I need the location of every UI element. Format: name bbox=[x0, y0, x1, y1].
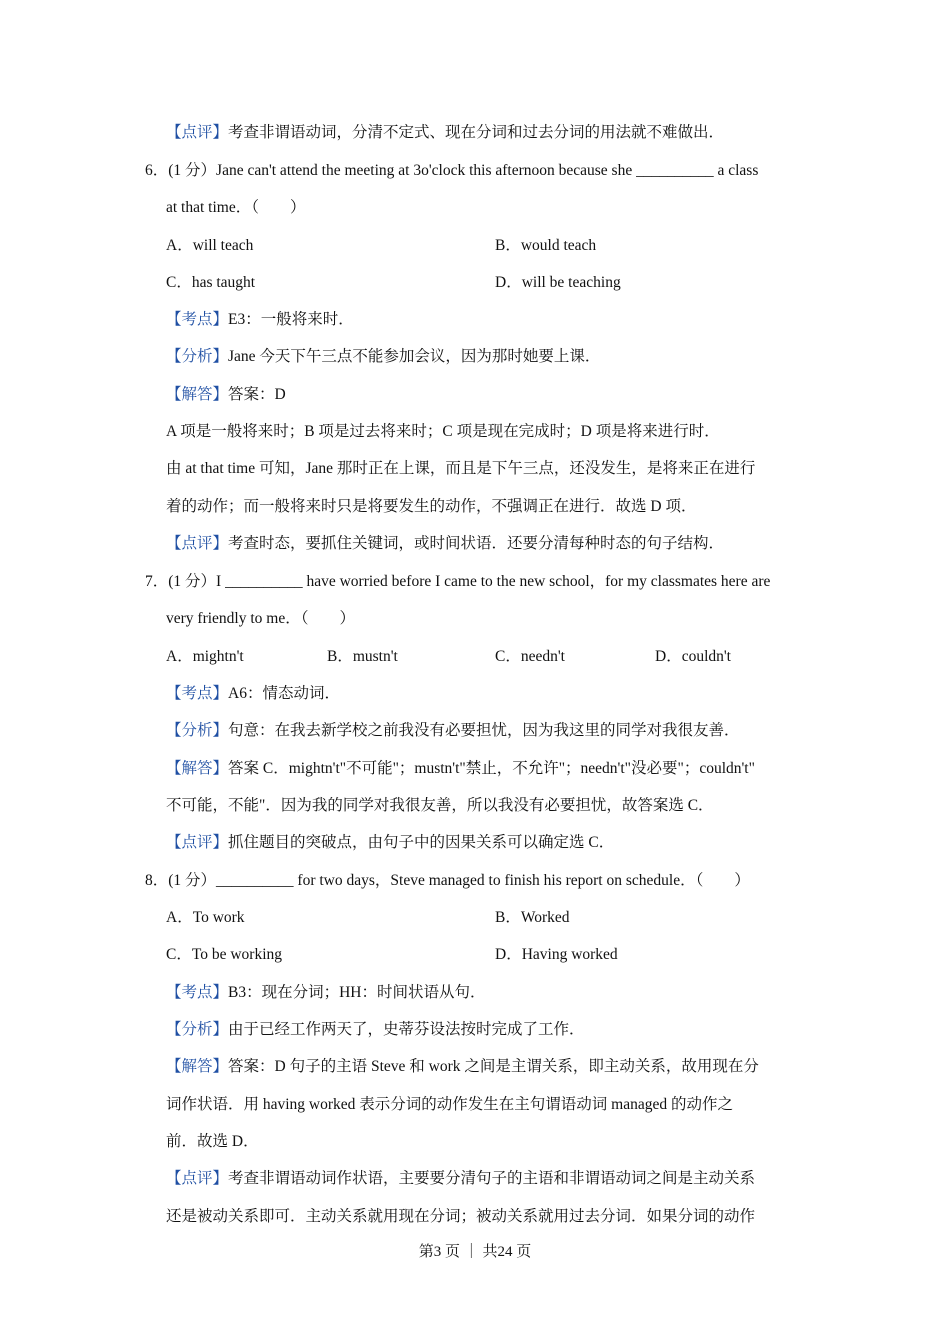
q7-jieda-1: 【解答】答案 C．mightn't"不可能"；mustn't"禁止，不允许"；needn't"没必要"；couldn't" bbox=[166, 760, 755, 777]
q8-option-d: D．Having worked bbox=[495, 946, 618, 963]
q8-jieda-3: 前．故选 D． bbox=[166, 1133, 259, 1150]
tag-jieda: 【解答】 bbox=[166, 1058, 229, 1075]
page-footer: 第3 页 ｜ 共24 页 bbox=[418, 1244, 532, 1260]
q7-option-c: C．needn't bbox=[495, 648, 565, 665]
q8-jieda-1: 【解答】答案：D 句子的主语 Steve 和 work 之间是主谓关系，即主动关系，故用现在分 bbox=[166, 1058, 759, 1075]
tag-fenxi: 【分析】 bbox=[166, 722, 229, 739]
q6-option-c: C．has taught bbox=[166, 274, 256, 291]
q7-option-a: A．mightn't bbox=[166, 648, 244, 665]
q6-jieda: 【解答】答案：D bbox=[166, 386, 286, 403]
q6-stem-line2: at that time．（ ） bbox=[166, 199, 306, 216]
tag-dianping: 【点评】 bbox=[166, 1170, 229, 1187]
prev-dianping: 【点评】考查非谓语动词，分清不定式、现在分词和过去分词的用法就不难做出． bbox=[166, 124, 725, 141]
q7-fenxi: 【分析】句意：在我去新学校之前我没有必要担忧，因为我这里的同学对我很友善． bbox=[166, 722, 740, 739]
q6-explanation-3: 着的动作；而一般将来时只是将要发生的动作，不强调正在进行．故选 D 项． bbox=[166, 498, 697, 515]
tag-kaodian: 【考点】 bbox=[166, 311, 229, 328]
q7-option-b: B．mustn't bbox=[327, 648, 398, 665]
q6-option-a: A．will teach bbox=[166, 237, 254, 254]
q6-option-d: D．will be teaching bbox=[495, 274, 621, 291]
q6-explanation-1: A 项是一般将来时；B 项是过去将来时；C 项是现在完成时；D 项是将来进行时． bbox=[166, 423, 720, 440]
tag-kaodian: 【考点】 bbox=[166, 984, 229, 1001]
tag-fenxi: 【分析】 bbox=[166, 1021, 229, 1038]
q8-stem-line1: 8．(1 分）__________ for two days，Steve managed to finish his report on schedule．（ ） bbox=[145, 872, 750, 889]
q7-stem-line2: very friendly to me．（ ） bbox=[166, 610, 355, 627]
q8-option-b: B．Worked bbox=[495, 909, 570, 926]
q6-dianping: 【点评】考查时态，要抓住关键词，或时间状语．还要分清每种时态的句子结构． bbox=[166, 535, 725, 552]
tag-kaodian: 【考点】 bbox=[166, 685, 229, 702]
tag-dianping: 【点评】 bbox=[166, 535, 229, 552]
q7-option-d: D．couldn't bbox=[655, 648, 731, 665]
q7-dianping: 【点评】抓住题目的突破点，由句子中的因果关系可以确定选 C． bbox=[166, 834, 615, 851]
tag-jieda: 【解答】 bbox=[166, 760, 229, 777]
q6-kaodian: 【考点】E3：一般将来时． bbox=[166, 311, 354, 328]
q7-kaodian: 【考点】A6：情态动词． bbox=[166, 685, 340, 702]
q8-fenxi: 【分析】由于已经工作两天了，史蒂芬设法按时完成了工作． bbox=[166, 1021, 585, 1038]
tag-dianping: 【点评】 bbox=[166, 124, 229, 141]
tag-fenxi: 【分析】 bbox=[166, 348, 229, 365]
q7-jieda-2: 不可能，不能"．因为我的同学对我很友善，所以我没有必要担忧，故答案选 C． bbox=[166, 797, 714, 814]
q6-stem-line1: 6．(1 分）Jane can't attend the meeting at 3o'clock this afternoon because she __________ a class bbox=[145, 162, 759, 179]
q8-dianping-1: 【点评】考查非谓语动词作状语，主要要分清句子的主语和非谓语动词之间是主动关系 bbox=[166, 1170, 756, 1187]
q8-jieda-2: 词作状语．用 having worked 表示分词的动作发生在主句谓语动词 managed 的动作之 bbox=[166, 1096, 733, 1113]
q8-kaodian: 【考点】B3：现在分词；HH：时间状语从句． bbox=[166, 984, 486, 1001]
tag-jieda: 【解答】 bbox=[166, 386, 229, 403]
q6-option-b: B．would teach bbox=[495, 237, 597, 254]
q8-option-c: C．To be working bbox=[166, 946, 283, 963]
q8-option-a: A．To work bbox=[166, 909, 245, 926]
q6-fenxi: 【分析】Jane 今天下午三点不能参加会议，因为那时她要上课． bbox=[166, 348, 601, 365]
tag-dianping: 【点评】 bbox=[166, 834, 229, 851]
q7-stem-line1: 7．(1 分）I __________ have worried before I came to the new school，for my classmates here are bbox=[145, 573, 771, 590]
q6-explanation-2: 由 at that time 可知，Jane 那时正在上课，而且是下午三点，还没发生，是将来正在进行 bbox=[166, 460, 756, 477]
q8-dianping-2: 还是被动关系即可．主动关系就用现在分词；被动关系就用过去分词．如果分词的动作 bbox=[166, 1208, 756, 1225]
